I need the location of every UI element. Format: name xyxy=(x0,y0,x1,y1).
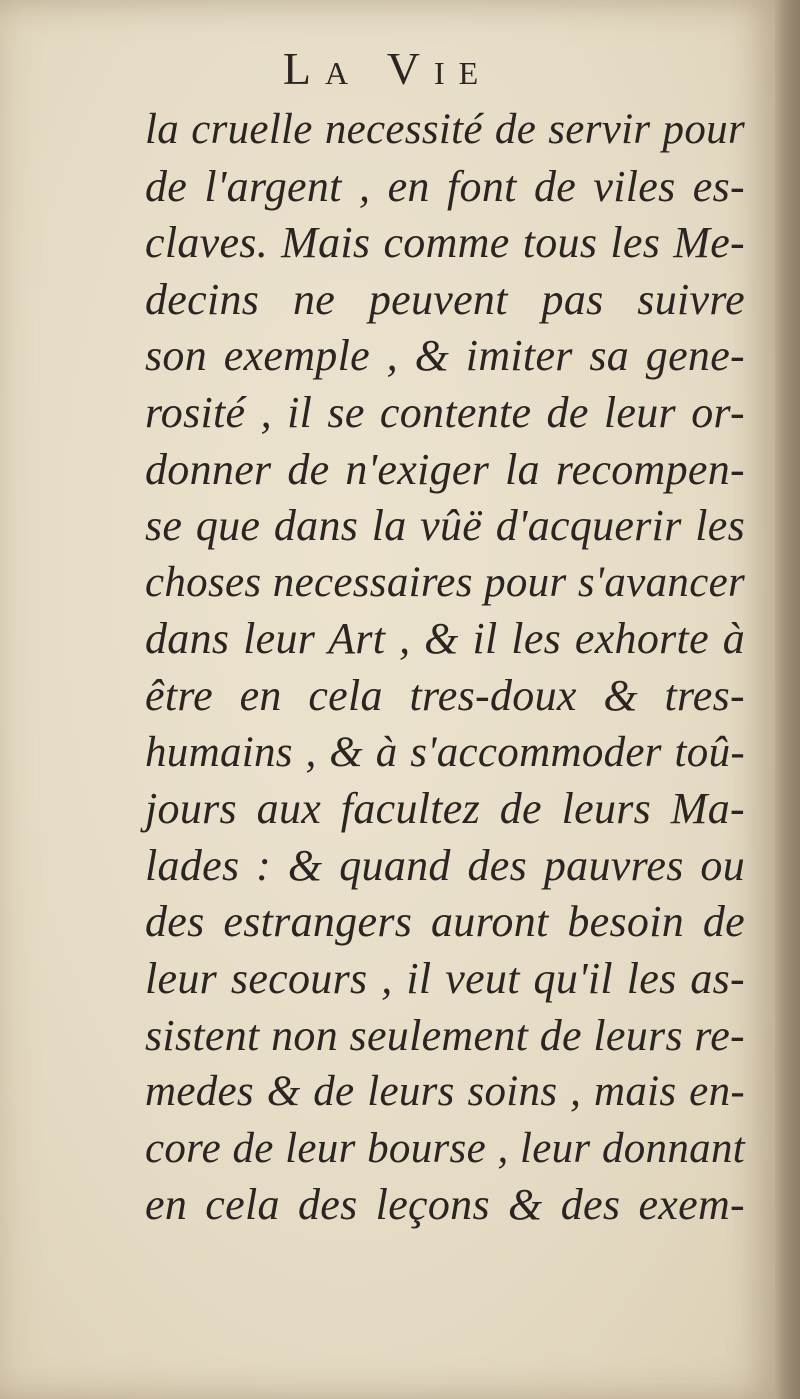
text-line: decins ne peuvent pas suivre xyxy=(145,274,745,324)
text-line: choses necessaires pour s'avancer xyxy=(145,558,745,606)
text-line: lades : & quand des pauvres ou xyxy=(145,840,745,890)
text-line: la cruelle necessité de servir pour xyxy=(145,106,745,153)
text-line: son exemple , & imiter sa gene- xyxy=(145,331,745,381)
text-block xyxy=(145,102,745,1234)
text-line: se que dans la vûë d'acquerir les xyxy=(145,501,745,551)
page-edge xyxy=(775,0,800,1399)
text-line: core de leur bourse , leur donnant xyxy=(145,1124,745,1172)
text-line: medes & de leurs soins , mais en- xyxy=(145,1068,745,1116)
text-line: des estrangers auront besoin de xyxy=(145,897,745,947)
running-head: La Vie xyxy=(282,43,493,94)
text-line: de l'argent , en font de viles es- xyxy=(145,161,745,211)
text-line: être en cela tres-doux & tres- xyxy=(145,670,745,720)
text-line: sistent non seulement de leurs re- xyxy=(145,1010,745,1060)
text-line: donner de n'exiger la recompen- xyxy=(145,444,745,494)
text-line: en cela des leçons & des exem- xyxy=(145,1180,745,1230)
text-line: claves. Mais comme tous les Me- xyxy=(145,218,745,268)
text-line: dans leur Art , & il les exhorte à xyxy=(145,614,745,664)
text-line: rosité , il se contente de leur or- xyxy=(145,387,745,437)
text-line: jours aux facultez de leurs Ma- xyxy=(145,784,745,834)
text-line: leur secours , il veut qu'il les as- xyxy=(145,953,745,1003)
text-line: humains , & à s'accommoder toû- xyxy=(145,728,745,776)
